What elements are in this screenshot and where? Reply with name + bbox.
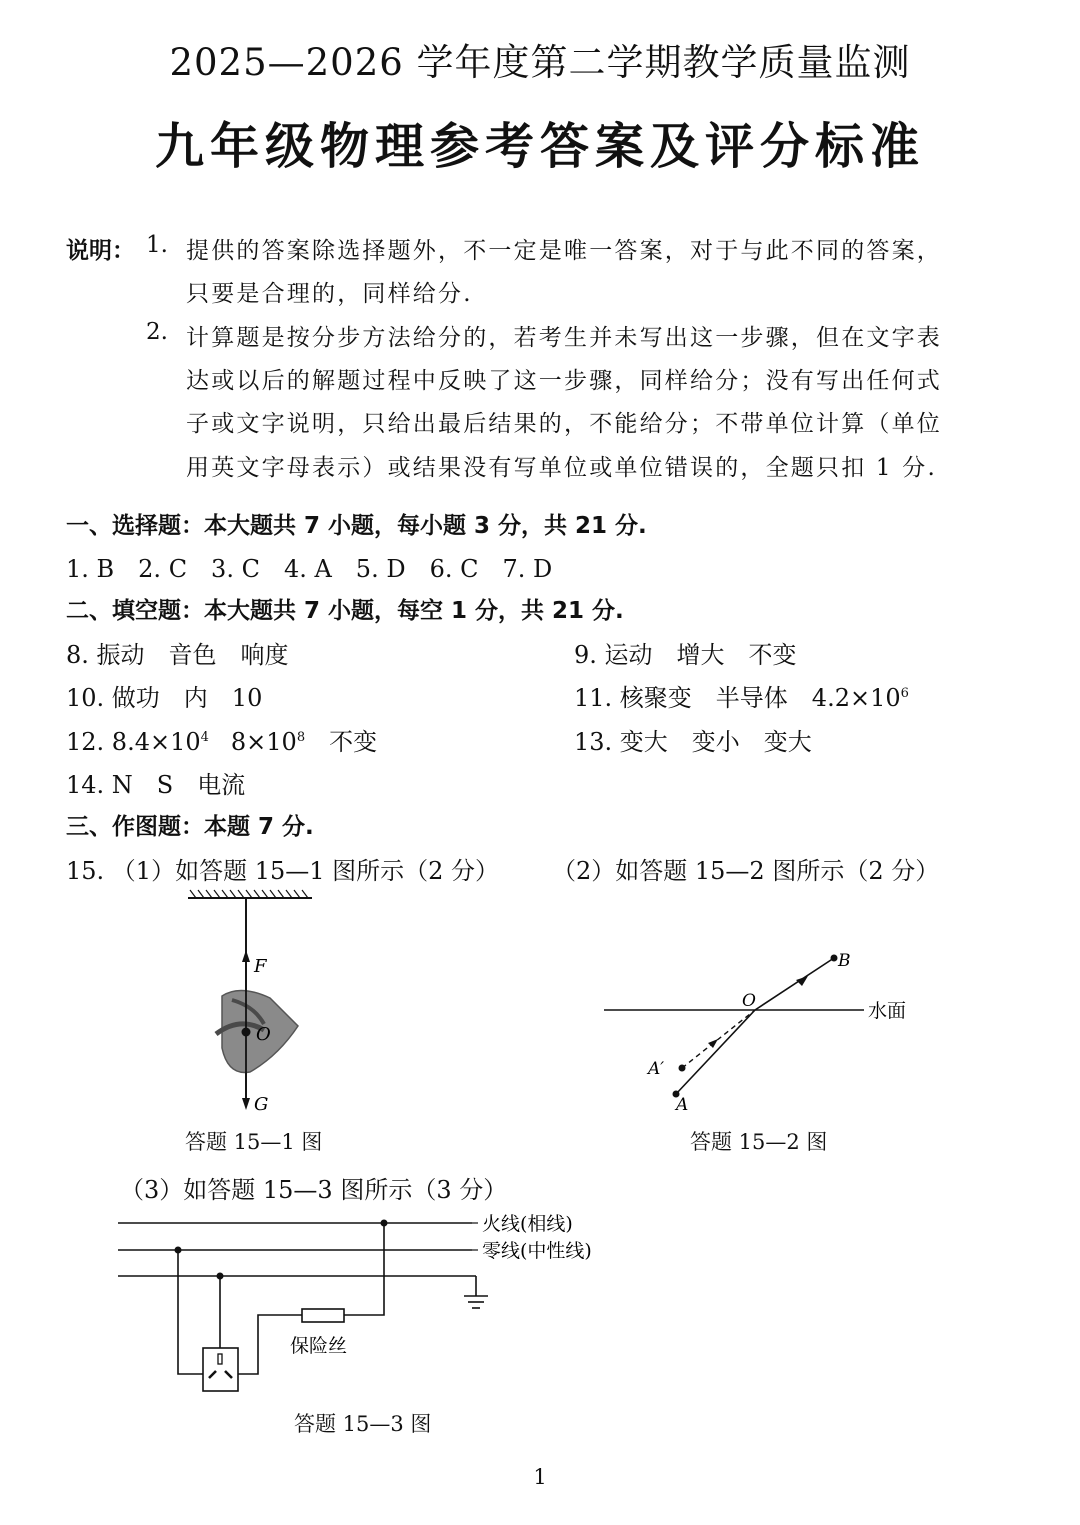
page-title: 九年级物理参考答案及评分标准 [154, 118, 925, 175]
section-3-heading: 三、作图题：本题 7 分. [66, 814, 314, 840]
answer-q13: 13. 变大 变小 变大 [574, 728, 812, 756]
label-F: F [254, 956, 267, 977]
q15-part-1-text: 15. （1）如答题 15—1 图所示（2 分） [66, 857, 500, 885]
force-g-arrow-icon [242, 1098, 250, 1110]
q15-part-2-text: （2）如答题 15—2 图所示（2 分） [552, 857, 940, 885]
label-G: G [254, 1094, 269, 1115]
note-1-number: 1. [146, 232, 168, 258]
figure-15-3 [110, 1208, 630, 1408]
label-B: B [838, 951, 851, 971]
answer-q12-part-a: 12. 8.4×10 [66, 728, 201, 756]
label-live-wire: 火线(相线) [482, 1213, 573, 1235]
answer-q12-part-a-exponent: 4 [200, 730, 209, 745]
answer-q12-part-b-exponent: 8 [296, 730, 306, 745]
label-O: O [742, 991, 756, 1011]
section-1-heading: 一、选择题：本大题共 7 小题，每小题 3 分，共 21 分. [66, 513, 647, 539]
answer-q11-exponent: 6 [900, 686, 909, 701]
note-2-line-4: 用英文字母表示）或结果没有写单位或单位错误的，全题只扣 1 分. [186, 455, 937, 481]
note-1-line-1: 提供的答案除选择题外，不一定是唯一答案，对于与此不同的答案， [186, 238, 942, 264]
page-number: 1 [533, 1465, 547, 1489]
page-subtitle: 2025—2026 学年度第二学期教学质量监测 [169, 41, 911, 84]
answer-q9: 9. 运动 增大 不变 [574, 641, 797, 669]
label-A: A [676, 1095, 689, 1115]
answer-q11 [574, 678, 909, 713]
figure-15-1 [180, 888, 330, 1120]
q15-part-3-text: （3）如答题 15—3 图所示（3 分） [120, 1176, 508, 1204]
figure-15-1-caption: 答题 15—1 图 [185, 1130, 323, 1154]
note-2-line-2: 达或以后的解题过程中反映了这一步骤，同样给分；没有写出任何式 [186, 368, 942, 394]
fuse-icon [302, 1309, 344, 1322]
answer-q12 [66, 722, 377, 757]
label-water-surface: 水面 [868, 1000, 907, 1022]
figure-15-3-caption: 答题 15—3 图 [294, 1412, 432, 1436]
label-neutral-wire: 零线(中性线) [482, 1240, 592, 1262]
note-2-line-3: 子或文字说明，只给出最后结果的，不能给分；不带单位计算（单位 [186, 411, 942, 437]
ray-in-air [755, 958, 834, 1010]
answer-q8: 8. 振动 音色 响度 [66, 641, 289, 669]
note-1-line-2: 只要是合理的，同样给分. [186, 281, 473, 307]
ray-arrow-icon [796, 976, 808, 986]
section-1-answers: 1. B 2. C 3. C 4. A 5. D 6. C 7. D [66, 555, 553, 583]
note-2-number: 2. [146, 319, 168, 345]
answer-q11-text: 11. 核聚变 半导体 4.2×10 [574, 684, 901, 712]
answer-q12-part-b: 8×10 [230, 728, 297, 756]
note-2-line-1: 计算题是按分步方法给分的，若考生并未写出这一步骤，但在文字表 [186, 325, 942, 351]
label-O: O [256, 1024, 271, 1045]
center-of-gravity-o [242, 1028, 251, 1037]
figure-15-2-caption: 答题 15—2 图 [690, 1130, 828, 1154]
point-B [831, 955, 838, 962]
virtual-image-dashed-line [682, 1010, 755, 1068]
figure-15-2 [600, 940, 940, 1120]
notes-label: 说明： [66, 238, 135, 264]
label-fuse: 保险丝 [290, 1335, 348, 1357]
label-A-prime: A′ [648, 1059, 665, 1079]
section-2-heading: 二、填空题：本大题共 7 小题，每空 1 分，共 21 分. [66, 598, 624, 624]
answer-q14: 14. N S 电流 [66, 771, 246, 799]
answer-q12-part-c: 不变 [329, 728, 378, 756]
refracted-ray-in-water [676, 1010, 755, 1094]
point-A-prime [679, 1065, 686, 1072]
answer-q10: 10. 做功 内 10 [66, 684, 263, 712]
